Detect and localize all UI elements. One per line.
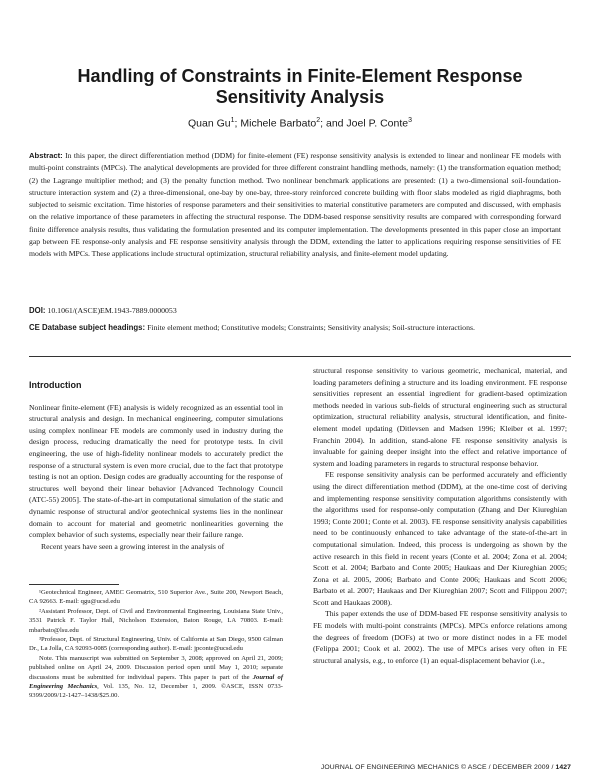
footnote: ¹Geotechnical Engineer, AMEC Geomatrix, 510 Superior Ave., Suite 200, Newport Beach, CA 92663. E-mail: qgu@ucsd.edu [29, 589, 283, 606]
author-affiliation-mark: 3 [408, 117, 413, 124]
footnote: ²Assistant Professor, Dept. of Civil and Environmental Engineering, Louisiana State Univ., 3531 Patrick F. Taylor Hall, Nicholson Extension, Baton Rouge, LA 70803. E-mail: mbarbato@lsu.edu [29, 607, 283, 634]
author-affiliation-mark: 2 [316, 117, 321, 124]
journal-footer-text: JOURNAL OF ENGINEERING MECHANICS © ASCE / DECEMBER 2009 / [320, 764, 554, 771]
paragraph: Recent years have seen a growing interest in the analysis of [41, 541, 225, 551]
paragraph: FE response sensitivity analysis can be performed accurately and efficiently using the direct differentiation method (DDM), at the one-time cost of deriving and implementing response sensitivity computation algorithms consistently with the algorithms used for response-only computation (Zhang and Der Kiureghian 1993; Conte 2001; Conte et al. 2003). FE response sensitivity analysis capabilities need to be continuously enhanced to take advantage of the state-of-the-art in computational simulation. Indeed, this process is undergoing as shown by the active research in this field in recent years (Conte et al. 2004; Zona et al. 2004; Scott et al. 2004; Barbato and Conte 2005; Haukaas and Der Kiureghian 2005; Zona et al. 2005, 2006; Barbato and Conte 2006; Haukaas and Scott 2006; Barbato et al. 2007; Haukaas and Der Kiureghian 2007; Scott and Filippou 2007; Scott and Haukaas 2008). [313, 470, 567, 607]
author-affiliation-mark: 1 [230, 117, 235, 124]
footnote: ³Professor, Dept. of Structural Engineering, Univ. of California at San Diego, 9500 Gilman Dr., La Jolla, CA 92093-0085 (corresponding author). E-mail: jpconte@ucsd.edu [29, 636, 283, 653]
paragraph: This paper extends the use of DDM-based FE response sensitivity analysis to FE models with multi-point constraints (MPCs). MPCs enforce relations among the degrees of freedom (DOFs) at two or more distinct nodes in a FE model (Felippa 2001; Cook et al. 2002). The use of MPCs arises very often in FE structural analysis, e.g., to enforce (1) an equal-displacement behavior (i.e., [313, 609, 567, 665]
footnotes [29, 588, 283, 701]
abstract-text: In this paper, the direct differentiation method (DDM) for finite-element (FE) response sensitivity analysis is extended to linear and nonlinear FE models with multi-point constraints (MPCs). The analytical developments are provided for three different constraint handling methods, namely: (1) the transformation equation method; (2) the Lagrange multiplier method; and (3) the penalty function method. Two nonlinear benchmark applications are presented: (1) a two-dimensional soil-foundation-structure interaction system and (2) a three-dimensional, one-bay by one-bay, three-story reinforced concrete building with floor slabs modeled as rigid diaphragms, both subjected to seismic excitation. Time histories of response parameters and their sensitivities to material constitutive parameters are computed and discussed, with emphasis on the relative importance of these parameters in affecting the structural response. The DDM-based response sensitivity results are compared with corresponding forward finite difference analysis results, thus validating the formulation presented and its computer implementation. The developments presented in this paper close an important gap between FE response-only analysis and FE response sensitivity analysis through the DDM, extending the latter to applications requiring response sensitivities of FE models with MPCs. These applications include structural optimization, structural reliability analysis, and finite-element model updating. [29, 151, 562, 259]
manuscript-note [29, 654, 283, 701]
author-list: Quan Gu$^1$; Michele Barbato$^2$; and Joel P. Conte$^3$ [187, 117, 413, 130]
note-text: , Vol. 135, No. 12, December 1, 2009. ©ASCE, ISSN 0733-9399/2009/12-1427–1438/$25.00. [29, 683, 283, 700]
subject-headings-label: CE Database subject headings: [29, 323, 146, 332]
note-text: Note. This manuscript was submitted on September 3, 2008; approved on April 21, 2009; published online on April 24, 2009. Discussion period open until May 1, 2010; separate discussions must be submitted for individual papers. This paper is part of the [29, 654, 283, 681]
running-footer [280, 764, 571, 771]
section-heading-introduction: Introduction [29, 380, 82, 390]
doi-value: 10.1061/(ASCE)EM.1943-7889.0000053 [47, 306, 177, 315]
left-column [29, 380, 283, 552]
page-number: 1427 [555, 764, 571, 771]
subject-headings-text: Finite element method; Constitutive models; Constraints; Sensitivity analysis; Soil-structure interactions. [147, 323, 475, 332]
paragraph: Nonlinear finite-element (FE) analysis is widely recognized as an essential tool in structural analysis and design. In mechanical engineering, computer simulations using complex nonlinear FE models are commonly used in industry during the design process, reducing dramatically the need for prototype tests. In civil engineering, the use of high-fidelity nonlinear models to accurately predict the response of a structural system is even more crucial, due to the fact that prototype testing is not an option. Design codes are gradually accounting for the response of structures well beyond their linear behavior [Advanced Technology Council (ATC-55) 2005]. The state-of-the-art in computational simulation of the static and dynamic response of structural and/or geotechnical systems lies in the nonlinear domain to account for material and geometric nonlinearities governing the complex behavior of such systems, especially near their failure range. [29, 402, 283, 540]
subject-headings [29, 322, 561, 334]
right-column [313, 365, 567, 666]
paper-title: Handling of Constraints in Finite-Element Response Sensitivity Analysis [77, 66, 523, 107]
author-name: Quan Gu [187, 117, 231, 130]
journal-name: Journal of Engineering Mechanics [29, 673, 284, 691]
abstract-label: Abstract: [29, 151, 63, 160]
footnote-divider [29, 584, 119, 585]
doi-label: DOI: [29, 306, 46, 315]
author-name: Joel P. Conte [346, 117, 409, 130]
paragraph: structural response sensitivity to various geometric, mechanical, material, and loading parameters defining a structure and its loading environment. FE response sensitivities represent an essential ingredient for gradient-based optimization methods needed in various sub-fields of structural engineering such as structural optimization, structural reliability analysis, structural identification, and finite-element model updating (Ditlevsen and Madsen 1996; Kleiber et al. 1997; Franchin 2004). In addition, stand-alone FE response sensitivity analysis is invaluable for gaining deeper insight into the effect and relative importance of system and loading parameters in regards to structural response behavior. [313, 366, 567, 468]
author-name: Michele Barbato [240, 117, 317, 130]
doi-line [29, 306, 561, 315]
section-divider [29, 356, 571, 357]
